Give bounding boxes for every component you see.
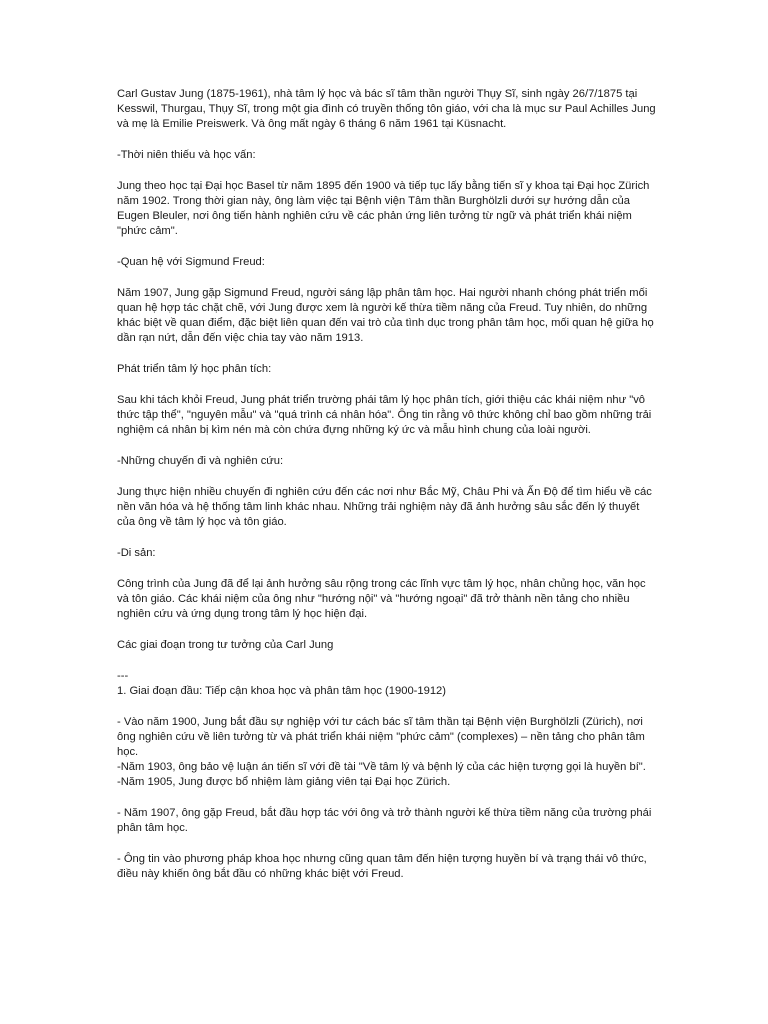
intro-paragraph: Carl Gustav Jung (1875-1961), nhà tâm lý học và bác sĩ tâm thần người Thụy Sĩ, sinh ngày 26/7/1875 tại Kesswil, Thurgau, Thụy Sĩ, trong một gia đình có truyền thống tôn giáo, với cha là mục sư Paul Achilles Jung và mẹ là Emilie Preiswerk. Và ông mất ngày 6 tháng 6 năm 1961 tại Küsnacht. [117,88,659,130]
analytic-paragraph: Sau khi tách khỏi Freud, Jung phát triển trường phái tâm lý học phân tích, giới thiệu các khái niệm như "vô thức tập thể", "nguyên mẫu" và "quá trình cá nhân hóa". Ông tin rằng vô thức không chỉ bao gồm những trải nghiệm cá nhân bị kìm nén mà còn chứa đựng những ký ức và mẫu hình chung của loài người. [117,394,655,436]
separator-line: --- [117,670,129,682]
stage1-block: - Vào năm 1900, Jung bắt đầu sự nghiệp với tư cách bác sĩ tâm thần tại Bệnh viện Burghölzli (Zürich), nơi ông nghiên cứu về liên tưởng từ và phát triển khái niệm "phức cảm" (complexes) – nền tảng cho phân tâm học. -Năm 1903, ông bảo vệ luận án tiến sĩ với đề tài "Về tâm lý và bệnh lý của các hiện tượng gọi là huyền bí". -Năm 1905, Jung được bổ nhiệm làm giảng viên tại Đại học Zürich. [117,716,646,788]
stage1-occult-paragraph: - Ông tin vào phương pháp khoa học nhưng cũng quan tâm đến hiện tượng huyền bí và trạng thái vô thức, điều này khiến ông bắt đầu có những khác biệt với Freud. [117,853,650,880]
youth-paragraph: Jung theo học tại Đại học Basel từ năm 1895 đến 1900 và tiếp tục lấy bằng tiến sĩ y khoa tại Đại học Zürich năm 1902. Trong thời gian này, ông làm việc tại Bệnh viện Tâm thần Burghölzli dưới sự hướng dẫn của Eugen Bleuler, nơi ông tiến hành nghiên cứu về các phản ứng liên tưởng từ ngữ và phát triển khái niệm "phức cảm". [117,180,653,237]
heading-freud: -Quan hệ với Sigmund Freud: [117,256,265,268]
stage1-title: 1. Giai đoạn đầu: Tiếp cận khoa học và phân tâm học (1900-1912) [117,685,447,697]
freud-paragraph: Năm 1907, Jung gặp Sigmund Freud, người sáng lập phân tâm học. Hai người nhanh chóng phát triển mối quan hệ hợp tác chặt chẽ, với Jung được xem là người kế thừa tiềm năng của Freud. Tuy nhiên, do những khác biệt về quan điểm, đặc biệt liên quan đến vai trò của tình dục trong phân tâm học, mối quan hệ giữa họ dần rạn nứt, dẫn đến việc chia tay vào năm 1913. [117,287,657,344]
legacy-paragraph: Công trình của Jung đã để lại ảnh hưởng sâu rộng trong các lĩnh vực tâm lý học, nhân chủng học, văn học và tôn giáo. Các khái niệm của ông như "hướng nội" và "hướng ngoại" đã trở thành nền tảng cho nhiều nghiên cứu và ứng dụng trong tâm lý học hiện đại. [117,578,649,620]
heading-legacy: -Di sản: [117,547,156,559]
stage1-freud-paragraph: - Năm 1907, ông gặp Freud, bắt đầu hợp tác với ông và trở thành người kế thừa tiềm năng của trường phái phân tâm học. [117,807,655,834]
heading-youth: -Thời niên thiếu và học vấn: [117,149,256,161]
document-page [117,87,657,898]
heading-stages: Các giai đoạn trong tư tưởng của Carl Jung [117,639,334,651]
heading-travel: -Những chuyến đi và nghiên cứu: [117,455,284,467]
heading-analytic: Phát triển tâm lý học phân tích: [117,363,272,375]
travel-paragraph: Jung thực hiện nhiều chuyến đi nghiên cứu đến các nơi như Bắc Mỹ, Châu Phi và Ấn Độ để tìm hiểu về các nền văn hóa và hệ thống tâm linh khác nhau. Những trải nghiệm này đã ảnh hưởng sâu sắc đến lý thuyết của ông về tâm lý học và tôn giáo. [117,486,655,528]
